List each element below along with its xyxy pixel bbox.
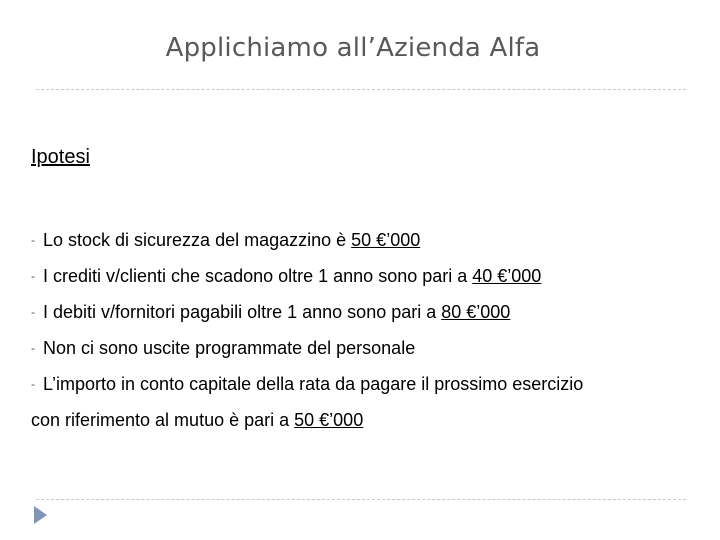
bullet-text: I crediti v/clienti che scadono oltre 1 anno sono pari a <box>43 266 473 286</box>
play-arrow-icon[interactable] <box>34 506 47 524</box>
bullet-marker: - <box>31 305 35 319</box>
bullet-item <box>31 228 691 264</box>
bullet-text: Non ci sono uscite programmate del personale <box>43 338 416 358</box>
bullet-item <box>31 336 691 372</box>
continuation-value: 50 €’000 <box>294 410 364 430</box>
bullet-marker: - <box>31 341 35 355</box>
section-heading: Ipotesi <box>31 146 90 168</box>
bullet-text: Lo stock di sicurezza del magazzino è <box>43 230 352 250</box>
bottom-divider <box>36 499 686 500</box>
bullet-value: 40 €’000 <box>472 266 542 286</box>
bullet-list <box>31 228 691 444</box>
continuation-text: con riferimento al mutuo è pari a <box>31 410 295 430</box>
top-divider <box>36 89 686 90</box>
bullet-text: I debiti v/fornitori pagabili oltre 1 anno sono pari a <box>43 302 442 322</box>
bullet-marker: - <box>31 233 35 247</box>
bullet-marker: - <box>31 269 35 283</box>
bullet-continuation <box>31 408 691 444</box>
bullet-value: 80 €’000 <box>441 302 511 322</box>
bullet-item <box>31 300 691 336</box>
bullet-text: L’importo in conto capitale della rata da pagare il prossimo esercizio <box>43 374 584 394</box>
bullet-item <box>31 372 691 408</box>
bullet-marker: - <box>31 377 35 391</box>
slide-title: Applichiamo all’Azienda Alfa <box>165 33 541 63</box>
bullet-value: 50 €’000 <box>351 230 421 250</box>
bullet-item <box>31 264 691 300</box>
